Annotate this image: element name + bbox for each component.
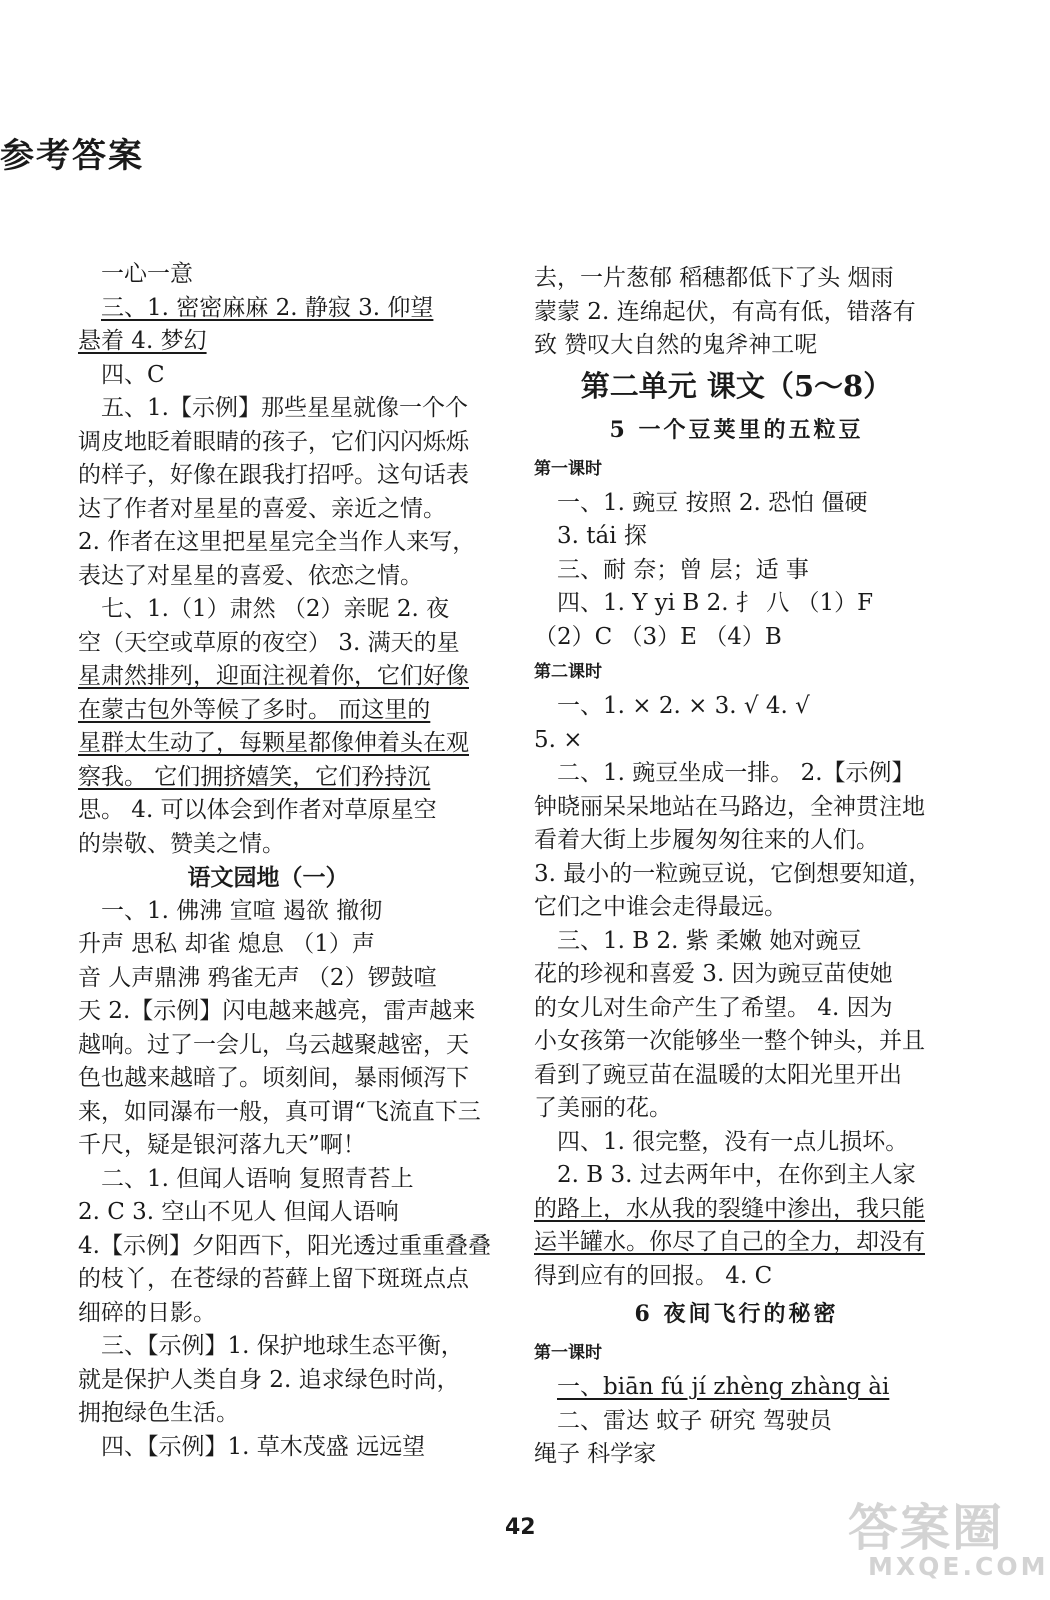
answer-line bbox=[534, 1193, 939, 1227]
line-text: 运半罐水。你尽了自己的全力，却没有 bbox=[534, 1229, 925, 1255]
line-text: 二、1. 豌豆坐成一排。 2.【示例】 bbox=[557, 760, 915, 786]
answer-line bbox=[78, 962, 458, 996]
answer-line bbox=[78, 1129, 458, 1163]
line-text: 二、1. 但闻人语响 复照青苔上 bbox=[101, 1165, 414, 1192]
line-text: 2. C 3. 空山不见人 但闻人语响 bbox=[78, 1199, 399, 1225]
answer-line bbox=[78, 995, 476, 1029]
line-text: 3. 最小的一粒豌豆说，它倒想要知道， bbox=[534, 860, 932, 887]
answer-line bbox=[534, 329, 939, 363]
left-answer-column bbox=[78, 258, 491, 1464]
answer-line bbox=[534, 891, 939, 925]
answer-line bbox=[78, 459, 469, 493]
line-text: 去，一片葱郁 稻穗都低下了头 烟雨 bbox=[534, 265, 894, 291]
line-text: 升声 思私 却雀 熄息 （1）声 bbox=[78, 931, 375, 957]
answer-line bbox=[534, 690, 939, 724]
line-text: 三、1. 密密麻麻 2. 静寂 3. 仰望 bbox=[101, 294, 434, 321]
line-text: 千尺，疑是银河落九天”啊！ bbox=[78, 1132, 366, 1158]
line-text: 三、【示例】1. 保护地球生态平衡， bbox=[101, 1333, 464, 1359]
answer-line bbox=[78, 1431, 458, 1465]
answer-line bbox=[78, 1096, 481, 1130]
answer-line bbox=[534, 520, 939, 554]
class-period-label bbox=[534, 1335, 939, 1371]
page-title: 参考答案 bbox=[0, 136, 144, 176]
line-text: 它们之中谁会走得最远。 bbox=[534, 894, 787, 920]
class-period-label bbox=[534, 654, 939, 690]
answer-line bbox=[534, 1226, 939, 1260]
line-text: 的路上，水从我的裂缝中渗出，我只能 bbox=[534, 1195, 925, 1222]
line-text: 察我。 它们拥挤嬉笑，它们矜持沉 bbox=[78, 763, 431, 790]
line-text: 色也越来越暗了。顷刻间，暴雨倾泻下 bbox=[78, 1065, 469, 1091]
answer-line bbox=[78, 1297, 458, 1331]
answer-line bbox=[78, 526, 476, 560]
answer-line bbox=[78, 1230, 491, 1264]
line-text: 的崇敬、赞美之情。 bbox=[78, 830, 285, 857]
line-text: 的样子，好像在跟我打招呼。这句话表 bbox=[78, 462, 469, 488]
answer-line bbox=[534, 1260, 939, 1294]
line-text: 了美丽的花。 bbox=[534, 1095, 672, 1121]
answer-line bbox=[534, 1092, 939, 1126]
answer-line bbox=[534, 621, 939, 655]
line-text: 在蒙古包外等候了多时。 而这里的 bbox=[78, 696, 431, 723]
answer-line bbox=[78, 1029, 469, 1063]
line-text: 越响。过了一会儿，乌云越聚越密，天 bbox=[78, 1031, 469, 1058]
line-text: 的枝丫，在苍绿的苔藓上留下斑斑点点 bbox=[78, 1266, 469, 1292]
line-text: 就是保护人类自身 2. 追求绿色时尚， bbox=[78, 1366, 460, 1393]
line-text: 看到了豌豆苗在温暖的太阳光里开出 bbox=[534, 1061, 902, 1088]
line-text: 5 一个豆荚里的五粒豆 bbox=[609, 416, 864, 443]
answer-line bbox=[534, 554, 939, 588]
line-text: 拥抱绿色生活。 bbox=[78, 1400, 239, 1426]
page-number: 42 bbox=[505, 1515, 536, 1540]
line-text: 4.【示例】夕阳西下，阳光透过重重叠叠 bbox=[78, 1232, 491, 1259]
line-text: 天 2.【示例】闪电越来越亮，雷声越来 bbox=[78, 998, 476, 1024]
answer-line bbox=[534, 1405, 939, 1439]
answer-line bbox=[534, 1025, 939, 1059]
answer-line bbox=[78, 493, 458, 527]
answer-line bbox=[534, 925, 939, 959]
line-text: 5. × bbox=[534, 726, 583, 753]
answer-line bbox=[78, 895, 458, 929]
unit-heading bbox=[534, 363, 939, 409]
line-text: 音 人声鼎沸 鸦雀无声 （2）锣鼓喧 bbox=[78, 964, 437, 991]
answer-line bbox=[78, 392, 468, 426]
answer-line bbox=[78, 660, 469, 694]
line-text: 2. 作者在这里把星星完全当作人来写， bbox=[78, 529, 476, 555]
answer-line bbox=[534, 992, 939, 1026]
answer-line bbox=[534, 1126, 939, 1160]
answer-line bbox=[534, 757, 939, 791]
answer-line bbox=[534, 1059, 939, 1093]
line-text: 二、雷达 蚊子 研究 驾驶员 bbox=[557, 1407, 832, 1434]
answer-line bbox=[534, 724, 939, 758]
line-text: 2. B 3. 过去两年中，在你到主人家 bbox=[557, 1162, 916, 1188]
line-text: 星群太生动了，每颗星都像伸着头在观 bbox=[78, 730, 469, 756]
line-text: 一、1. 豌豆 按照 2. 恐怕 僵硬 bbox=[557, 489, 868, 516]
line-text: 悬着 4. 梦幻 bbox=[78, 328, 207, 354]
line-text: 达了作者对星星的喜爱、亲近之情。 bbox=[78, 495, 446, 522]
line-text: 语文园地（一） bbox=[187, 864, 349, 891]
answer-line bbox=[534, 296, 939, 330]
answer-line bbox=[534, 1438, 939, 1472]
line-text: 四、1. 很完整，没有一点儿损坏。 bbox=[557, 1128, 909, 1155]
line-text: 思。 4. 可以体会到作者对草原星空 bbox=[78, 797, 437, 823]
answer-line bbox=[78, 627, 458, 661]
line-text: 四、1. Y yi B 2. 扌 八 （1）F bbox=[557, 590, 874, 616]
watermark-url: MXQE.COM bbox=[868, 1552, 1049, 1581]
answer-line bbox=[78, 1263, 469, 1297]
answer-line bbox=[78, 1163, 458, 1197]
watermark-logo bbox=[848, 1488, 1049, 1588]
class-period-label bbox=[534, 451, 939, 487]
line-text: 小女孩第一次能够坐一整个钟头，并且 bbox=[534, 1028, 925, 1054]
line-text: 一、1. 佛沸 宣喧 遏欲 撤彻 bbox=[101, 897, 383, 924]
line-text: 一、1. × 2. × 3. √ 4. √ bbox=[557, 693, 810, 719]
answer-line bbox=[78, 727, 469, 761]
answer-line bbox=[534, 958, 939, 992]
line-text: 的女儿对生命产生了希望。 4. 因为 bbox=[534, 994, 893, 1021]
line-text: 三、耐 奈；曾 层；适 事 bbox=[557, 556, 809, 583]
line-text: 第一课时 bbox=[534, 1343, 602, 1363]
lesson-title bbox=[534, 1293, 939, 1335]
answer-line bbox=[78, 1062, 469, 1096]
answer-line bbox=[534, 587, 939, 621]
answer-line bbox=[78, 292, 458, 326]
line-text: 第二单元 课文（5～8） bbox=[580, 368, 893, 403]
answer-line bbox=[78, 1330, 464, 1364]
line-text: 空（天空或草原的夜空） 3. 满天的星 bbox=[78, 629, 460, 656]
line-text: 致 赞叹大自然的鬼斧神工呢 bbox=[534, 332, 818, 358]
line-text: （2）C （3）E （4）B bbox=[534, 623, 782, 650]
line-text: 3. tái 探 bbox=[557, 523, 647, 549]
line-text: 细碎的日影。 bbox=[78, 1299, 216, 1326]
answer-line bbox=[78, 258, 458, 292]
line-text: 一、biān fú jí zhèng zhàng ài bbox=[557, 1374, 890, 1400]
line-text: 星肃然排列，迎面注视着你，它们好像 bbox=[78, 663, 469, 689]
line-text: 四、【示例】1. 草木茂盛 远远望 bbox=[101, 1433, 426, 1460]
line-text: 五、1.【示例】那些星星就像一个个 bbox=[101, 395, 468, 421]
line-text: 第二课时 bbox=[534, 662, 602, 682]
answer-line bbox=[78, 828, 458, 862]
line-text: 一心一意 bbox=[101, 261, 193, 287]
line-text: 调皮地眨着眼睛的孩子，它们闪闪烁烁 bbox=[78, 428, 469, 455]
answer-line bbox=[78, 694, 458, 728]
line-text: 蒙蒙 2. 连绵起伏，有高有低，错落有 bbox=[534, 298, 916, 325]
answer-line bbox=[534, 262, 939, 296]
section-heading bbox=[78, 861, 458, 895]
line-text: 来，如同瀑布一般，真可谓“飞流直下三 bbox=[78, 1098, 481, 1125]
right-answer-column bbox=[534, 262, 939, 1472]
line-text: 得到应有的回报。 4. C bbox=[534, 1262, 773, 1289]
line-text: 绳子 科学家 bbox=[534, 1441, 657, 1467]
answer-line bbox=[534, 1159, 939, 1193]
lesson-title bbox=[534, 409, 939, 451]
answer-line bbox=[534, 791, 939, 825]
line-text: 钟晓丽呆呆地站在马路边，全神贯注地 bbox=[534, 793, 925, 820]
line-text: 四、C bbox=[101, 361, 165, 388]
answer-line bbox=[534, 824, 939, 858]
line-text: 表达了对星星的喜爱、依恋之情。 bbox=[78, 562, 423, 589]
line-text: 花的珍视和喜爱 3. 因为豌豆苗使她 bbox=[534, 961, 893, 987]
line-text: 七、1.（1）肃然 （2）亲昵 2. 夜 bbox=[101, 596, 450, 622]
answer-line bbox=[78, 560, 458, 594]
answer-line bbox=[78, 794, 458, 828]
answer-line bbox=[78, 928, 458, 962]
answer-line bbox=[78, 359, 458, 393]
answer-line bbox=[78, 426, 469, 460]
line-text: 三、1. B 2. 紫 柔嫩 她对豌豆 bbox=[557, 927, 862, 954]
answer-line bbox=[78, 325, 458, 359]
answer-line bbox=[78, 1397, 458, 1431]
answer-line bbox=[534, 487, 939, 521]
answer-line bbox=[78, 761, 458, 795]
watermark-text: 答案圈 bbox=[848, 1499, 1004, 1557]
answer-line bbox=[78, 1196, 458, 1230]
line-text: 6 夜间飞行的秘密 bbox=[634, 1301, 839, 1327]
line-text: 第一课时 bbox=[534, 458, 602, 479]
answer-line bbox=[534, 858, 939, 892]
answer-line bbox=[78, 593, 458, 627]
line-text: 看着大街上步履匆匆往来的人们。 bbox=[534, 827, 879, 853]
answer-line bbox=[534, 1371, 939, 1405]
answer-line bbox=[78, 1364, 458, 1398]
